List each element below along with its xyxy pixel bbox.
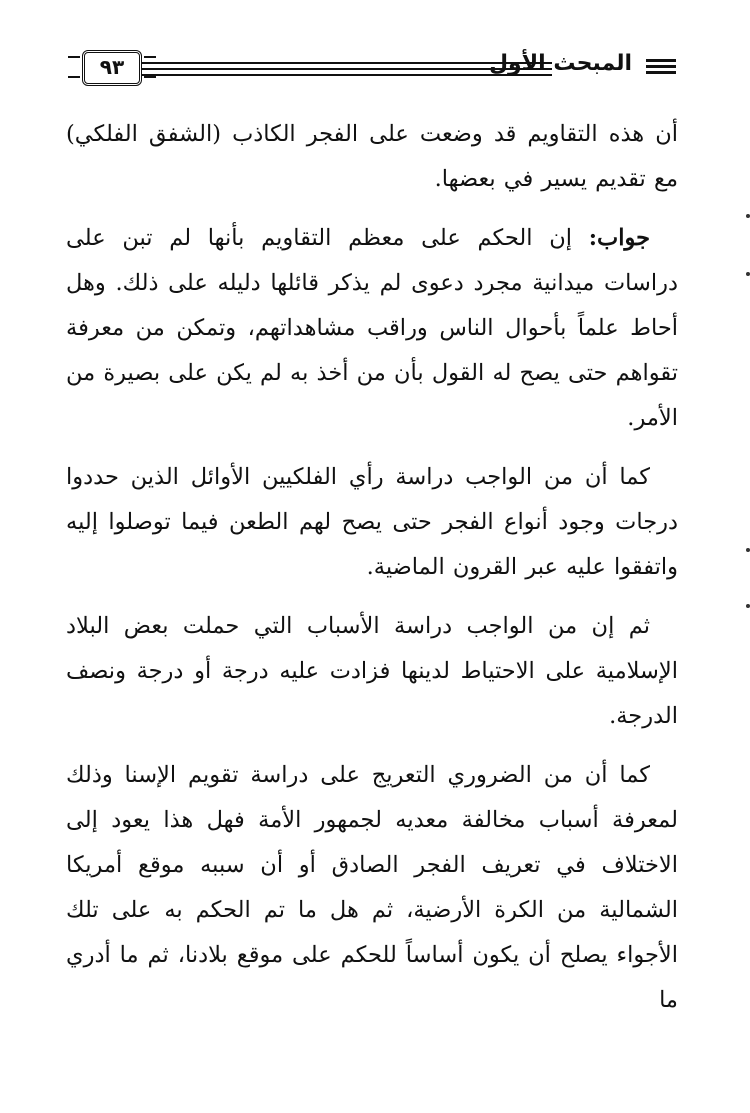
section-title: المبحث الأول [488,51,632,76]
margin-mark [746,548,750,552]
paragraph-3 [66,455,678,590]
margin-mark [746,604,750,608]
margin-mark [746,214,750,218]
paragraph-5 [66,753,678,1023]
paragraph-text: كما أن من الواجب دراسة رأي الفلكيين الأوائل الذين حددوا درجات وجود أنواع الفجر حتى يصح لهم الطعن فيما توصلوا إليه واتفقوا عليه عبر القرون الماضية. [66,464,678,580]
paragraph-text: إن الحكم على معظم التقاويم بأنها لم تبن على دراسات ميدانية مجرد دعوى لم يذكر قائلها دليله على ذلك. وهل أحاط علماً بأحوال الناس وراقب مشاهداتهم، وتمكن من معرفة تقواهم حتى يصح له القول بأن من أخذ به لم يكن على بصيرة من الأمر. [66,225,678,431]
page-number: ٩٣ [82,50,142,86]
paragraph-text: كما أن من الضروري التعريج على دراسة تقويم الإسنا وذلك لمعرفة أسباب مخالفة معديه لجمهور الأمة فهل هذا يعود إلى الاختلاف في تعريف الفجر الصادق أو أن سببه موقع أمريكا الشمالية من الكرة الأرضية، ثم هل ما تم الحكم به على تلك الأجواء يصلح أن يكون أساساً للحكم على موقع بلادنا، ثم ما أدري ما [66,762,678,1013]
header-bars-ornament [646,59,676,75]
page-box-ornament [144,56,156,78]
paragraph-1 [66,112,678,202]
answer-label: جواب: [588,225,650,251]
paragraph-4 [66,604,678,739]
page-box-ornament [68,56,80,78]
page-body [66,112,678,1037]
paragraph-2 [66,216,678,441]
running-header [62,44,682,92]
margin-mark [746,272,750,276]
paragraph-text: ثم إن من الواجب دراسة الأسباب التي حملت بعض البلاد الإسلامية على الاحتياط لدينها فزادت عليه درجة أو درجة ونصف الدرجة. [66,613,678,729]
paragraph-text: أن هذه التقاويم قد وضعت على الفجر الكاذب (الشفق الفلكي) مع تقديم يسير في بعضها. [66,121,678,192]
